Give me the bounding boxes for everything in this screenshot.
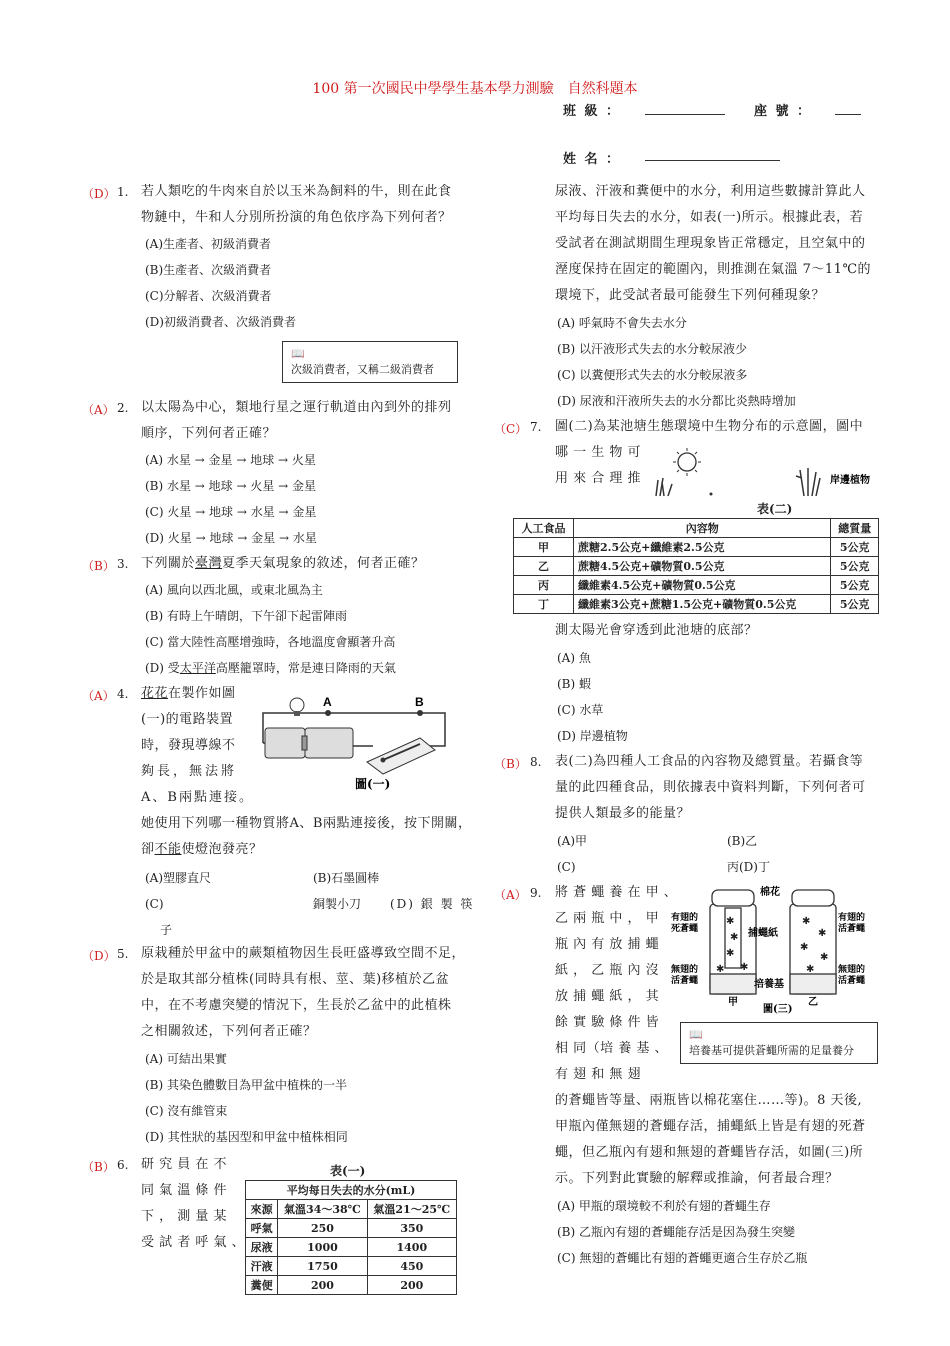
left-label-4: 活蒼蠅 — [671, 976, 699, 986]
q4-number: 4. — [117, 687, 129, 701]
table1-header: 氣溫34～38℃ — [278, 1200, 367, 1219]
q4-option-d-tail: 子 — [160, 923, 173, 937]
q4-answer: （A） — [82, 689, 115, 703]
q6-cont-4: 溼度保持在固定的範圍內，則推測在氣溫 7～11℃的 — [555, 262, 871, 277]
table-row — [246, 1238, 457, 1257]
q6-cont-1: 尿液、汗液和糞便中的水分，利用這些數據計算此人 — [555, 184, 866, 199]
q6-stem-2: 同 氣 溫 條 件 — [141, 1183, 228, 1198]
table-cell: 200 — [367, 1276, 456, 1295]
q8-option-cd: 丙(D)丁 — [727, 860, 770, 874]
q6-option-b: (B) 以汗液形式失去的水分較尿液少 — [557, 342, 747, 356]
q9-cont-2: 甲瓶內僅無翅的蒼蠅存活，捕蠅紙上皆是有翅的死蒼 — [555, 1119, 866, 1134]
q5-stem-2: 於是取其部分植株(同時具有根、莖、葉)移植於乙盆 — [141, 972, 450, 987]
q3-option-d — [145, 655, 396, 681]
table2-header: 人工食品 — [514, 519, 574, 538]
q8-stem-3: 提供人類最多的能量？ — [555, 806, 691, 821]
q4-person-name: 花花 — [141, 686, 169, 701]
q7-stem-2: 哪 一 生 物 可 — [555, 445, 642, 460]
table-cell: 尿液 — [246, 1238, 278, 1257]
q8-option-b: (B)乙 — [727, 834, 758, 848]
q7-option-c: (C) 水草 — [557, 703, 604, 717]
q4-option-c: (C) — [145, 897, 164, 911]
q1-number: 1. — [117, 185, 129, 199]
left-label-2: 死蒼蠅 — [671, 924, 699, 934]
svg-text:✱: ✱ — [740, 962, 749, 973]
q5-stem-1: 原栽種於甲盆中的蕨類植物因生長旺盛導致空間不足， — [141, 946, 466, 961]
q4-stem-3: 時，發現導線不 — [141, 738, 236, 753]
right-label-1: 有翅的 — [838, 913, 866, 923]
q9-stem-7: 相 同（培 養 基 、 — [555, 1041, 669, 1056]
table-cell: 5公克 — [831, 557, 879, 576]
table-cell: 200 — [278, 1276, 367, 1295]
svg-text:✱: ✱ — [800, 942, 809, 953]
q3-stem-pre: 下列關於 — [141, 556, 196, 571]
q9-note — [680, 1022, 878, 1064]
q5-option-d: (D) 其性狀的基因型和甲盆中植株相同 — [145, 1130, 348, 1144]
q1-option-d: (D)初級消費者、次級消費者 — [145, 315, 296, 329]
q3-stem — [141, 551, 425, 577]
q8-answer: （B） — [494, 757, 527, 771]
q6-number: 6. — [117, 1158, 129, 1172]
q4-stem-7 — [141, 837, 263, 863]
table-cell: 糞便 — [246, 1276, 278, 1295]
q7-option-a: (A) 魚 — [557, 651, 591, 665]
q1-note — [282, 341, 458, 383]
table-cell: 1000 — [278, 1238, 367, 1257]
q7-number: 7. — [530, 420, 542, 434]
table-row — [246, 1257, 457, 1276]
table2-header: 內容物 — [574, 519, 831, 538]
q4-stem-1-text: 在製作如圖 — [168, 686, 236, 701]
table-cell: 5公克 — [831, 576, 879, 595]
q3-option-d-pre: (D) 受 — [145, 661, 180, 675]
q4-stem-2: (一)的電路裝置 — [141, 712, 234, 727]
point-b-label: B — [415, 695, 424, 709]
q1-option-a: (A)生產者、初級消費者 — [145, 237, 272, 251]
q9-number: 9. — [530, 886, 542, 900]
q8-option-a: (A)甲 — [557, 834, 588, 848]
q9-stem-3: 瓶 內 有 放 捕 蠅 — [555, 937, 660, 952]
table-row — [246, 1219, 457, 1238]
q3-stem-place: 臺灣 — [195, 556, 223, 571]
table-row — [246, 1276, 457, 1295]
table2-caption: 表(二) — [757, 502, 793, 516]
q3-answer: （B） — [82, 559, 115, 573]
q7-stem-1: 圖(二)為某池塘生態環境中生物分布的示意圖，圖中 — [555, 419, 864, 434]
svg-text:✱: ✱ — [802, 916, 811, 927]
table-cell: 5公克 — [831, 595, 879, 614]
dot-marker — [710, 493, 713, 496]
q6-cont-3: 受試者在測試期間生理現象皆正常穩定，且空氣中的 — [555, 236, 866, 251]
right-label-3: 無翅的 — [838, 965, 866, 975]
jar-yi-label: 乙 — [808, 997, 818, 1008]
q4-option-a: (A)塑膠直尺 — [145, 871, 212, 885]
q9-cont-1: 的蒼蠅皆等量、兩瓶皆以棉花塞住……等)。8 天後, — [555, 1093, 863, 1108]
q2-answer: （A） — [82, 403, 115, 417]
table-cell: 450 — [367, 1257, 456, 1276]
left-label-1: 有翅的 — [671, 913, 699, 923]
q5-number: 5. — [117, 947, 129, 961]
q6-option-a: (A) 呼氣時不會失去水分 — [557, 316, 687, 330]
q9-option-a: (A) 甲瓶的環境較不利於有翅的蒼蠅生存 — [557, 1199, 771, 1213]
switch-icon — [367, 738, 435, 774]
svg-text:✱: ✱ — [806, 964, 815, 975]
table-cell: 呼氣 — [246, 1219, 278, 1238]
svg-text:✱: ✱ — [716, 964, 725, 975]
q9-option-b: (B) 乙瓶內有翅的蒼蠅能存活是因為發生突變 — [557, 1225, 795, 1239]
q7-stem-3: 用 來 合 理 推 — [555, 471, 642, 486]
q4-stem-5: A、B兩點連接。 — [141, 790, 254, 805]
q6-option-d: (D) 尿液和汗液所失去的水分都比炎熱時增加 — [557, 394, 796, 408]
table1 — [245, 1180, 457, 1295]
table-row — [514, 595, 879, 614]
q7-option-d: (D) 岸邊植物 — [557, 729, 628, 743]
q8-option-c: (C) — [557, 860, 576, 874]
table1-title: 平均每日失去的水分(mL) — [246, 1181, 457, 1200]
name-label: 姓 名 ： — [563, 152, 622, 167]
q1-option-c: (C)分解者、次級消費者 — [145, 289, 272, 303]
q4-stem-1 — [141, 681, 236, 707]
q3-option-d-post: 高壓籠罩時，常是連日降雨的天氣 — [215, 661, 396, 675]
q9-note-text: 培養基可提供蒼蠅所需的足量養分 — [689, 1044, 854, 1057]
q1-note-text: 次級消費者，又稱二級消費者 — [291, 363, 434, 376]
table2 — [513, 518, 879, 614]
cotton-label: 棉花 — [760, 887, 780, 898]
table-cell: 1750 — [278, 1257, 367, 1276]
svg-text:✱: ✱ — [820, 952, 829, 963]
q9-cont-3: 蠅，但乙瓶內有翅和無翅的蒼蠅皆存活，如圖(三)所 — [555, 1145, 864, 1160]
q9-stem-1: 將 蒼 蠅 養 在 甲 、 — [555, 885, 678, 900]
book-icon: 📖 — [689, 1028, 703, 1041]
q8-stem-1: 表(二)為四種人工食品的內容物及總質量。若攝食等 — [555, 754, 864, 769]
q2-option-b: (B) 水星 → 地球 → 火星 → 金星 — [145, 479, 317, 493]
table-cell: 丁 — [514, 595, 574, 614]
table-cell: 蔗糖4.5公克+礦物質0.5公克 — [574, 557, 831, 576]
table-row — [514, 576, 879, 595]
jar-jia-label: 甲 — [728, 997, 738, 1008]
sun-icon — [673, 448, 701, 476]
q5-option-a: (A) 可結出果實 — [145, 1052, 227, 1066]
q3-option-a: (A) 風向以西北風，或東北風為主 — [145, 583, 323, 597]
fly-figure-label: 圖(三) — [763, 1004, 793, 1015]
seat-field[interactable] — [835, 114, 861, 115]
class-field[interactable] — [645, 114, 725, 115]
page-title: 100 第一次國民中學學生基本學力測驗 自然科題本 — [312, 81, 638, 97]
q5-option-b: (B) 其染色體數目為甲盆中植株的一半 — [145, 1078, 347, 1092]
q2-option-a: (A) 水星 → 金星 → 地球 → 火星 — [145, 453, 316, 467]
q9-stem-5: 放 捕 蠅 紙 ， 其 — [555, 989, 660, 1004]
q6-stem-4: 受 試 者 呼 氣 、 — [141, 1235, 246, 1250]
q9-stem-4: 紙 ， 乙 瓶 內 沒 — [555, 963, 660, 978]
q3-option-c: (C) 當大陸性高壓增強時，各地溫度會顯著升高 — [145, 635, 396, 649]
q5-option-c: (C) 沒有維管束 — [145, 1104, 228, 1118]
table-cell: 1400 — [367, 1238, 456, 1257]
table-cell: 乙 — [514, 557, 574, 576]
seat-label: 座 號 ： — [754, 104, 813, 119]
q3-number: 3. — [117, 557, 129, 571]
table-cell: 5公克 — [831, 538, 879, 557]
q6-stem-3: 下 ， 測 量 某 — [141, 1209, 228, 1224]
name-field[interactable] — [645, 160, 780, 161]
table2-header: 總質量 — [831, 519, 879, 538]
table1-caption: 表(一) — [330, 1164, 366, 1178]
table-row — [514, 557, 879, 576]
q9-stem-2: 乙 兩 瓶 中 ， 甲 — [555, 911, 660, 926]
pond-figure — [650, 448, 880, 500]
q5-stem-3: 中，在不考慮突變的情況下，生長於乙盆中的此植株 — [141, 998, 452, 1013]
table-cell: 纖維素3公克+蔗糖1.5公克+礦物質0.5公克 — [574, 595, 831, 614]
q6-answer: （B） — [82, 1160, 115, 1174]
q4-stem-7b: 不能 — [154, 842, 182, 857]
q9-stem-6: 餘 實 驗 條 件 皆 — [555, 1015, 660, 1030]
q1-stem-1: 若人類吃的牛肉來自於以玉米為飼料的牛，則在此食 — [141, 184, 452, 199]
table1-header: 來源 — [246, 1200, 278, 1219]
medium-label: 培養基 — [754, 979, 784, 990]
point-a — [325, 710, 331, 716]
table-cell: 350 — [367, 1219, 456, 1238]
q4-stem-6: 她使用下列哪一種物質將A、B兩點連接後，按下開關， — [141, 816, 472, 831]
fly-jars-figure — [668, 884, 880, 1016]
q1-stem-2: 物鏈中，牛和人分別所扮演的角色依序為下列何者？ — [141, 210, 452, 225]
q4-option-c-text: 銅製小刀 — [313, 897, 362, 911]
q3-option-d-place: 太平洋 — [179, 661, 216, 675]
q8-number: 8. — [530, 755, 542, 769]
point-b — [417, 710, 423, 716]
q2-stem-2: 順序，下列何者正確？ — [141, 426, 277, 441]
circuit-figure-label: 圖(一) — [355, 777, 391, 791]
table-row — [514, 538, 879, 557]
q2-stem-1: 以太陽為中心，類地行星之運行軌道由內到外的排列 — [141, 400, 452, 415]
battery-icon — [265, 728, 353, 758]
q4-stem-7a: 卻 — [141, 842, 155, 857]
q9-option-c: (C) 無翅的蒼蠅比有翅的蒼蠅更適合生存於乙瓶 — [557, 1251, 808, 1265]
table-cell: 丙 — [514, 576, 574, 595]
table-cell: 250 — [278, 1219, 367, 1238]
q9-answer: （A） — [494, 888, 527, 902]
q1-answer: （D） — [82, 187, 116, 201]
q2-option-d: (D) 火星 → 地球 → 金星 → 水星 — [145, 531, 317, 545]
circuit-figure — [255, 688, 465, 793]
fly-paper-label: 捕蠅紙 — [748, 928, 778, 939]
q4-option-d: (D) 銀 製 筷 — [390, 897, 475, 911]
q4-stem-7c: 使燈泡發亮？ — [181, 842, 263, 857]
point-a-label: A — [323, 695, 332, 709]
table-cell: 蔗糖2.5公克+纖維素2.5公克 — [574, 538, 831, 557]
svg-text:✱: ✱ — [730, 932, 739, 943]
right-label-4: 活蒼蠅 — [838, 976, 866, 986]
svg-text:✱: ✱ — [818, 928, 827, 939]
q5-answer: （D） — [82, 949, 116, 963]
right-label-2: 活蒼蠅 — [838, 924, 866, 934]
q4-stem-4: 夠長，無法將 — [141, 764, 238, 779]
shore-plant-label: 岸邊植物 — [830, 475, 870, 486]
q3-option-b: (B) 有時上午晴朗，下午卻下起雷陣雨 — [145, 609, 347, 623]
q3-stem-post: 夏季天氣現象的敘述，何者正確？ — [222, 556, 425, 571]
q8-stem-2: 量的此四種食品，則依據表中資料判斷，下列何者可 — [555, 780, 866, 795]
table-cell: 甲 — [514, 538, 574, 557]
q2-number: 2. — [117, 401, 129, 415]
q7-stem-4: 測太陽光會穿透到此池塘的底部？ — [555, 623, 758, 638]
q7-answer: （C） — [494, 422, 528, 436]
table1-header: 氣溫21～25℃ — [367, 1200, 456, 1219]
table-cell: 汗液 — [246, 1257, 278, 1276]
jar-yi — [790, 890, 836, 994]
q5-stem-4: 之相關敘述，下列何者正確？ — [141, 1024, 317, 1039]
q6-stem-1: 研 究 員 在 不 — [141, 1157, 228, 1172]
plant-icon — [656, 468, 820, 496]
svg-text:✱: ✱ — [726, 948, 735, 959]
q4-option-b: (B)石墨圓棒 — [313, 871, 380, 885]
q7-option-b: (B) 蝦 — [557, 677, 591, 691]
q2-option-c: (C) 火星 → 地球 → 水星 → 金星 — [145, 505, 317, 519]
q6-cont-2: 平均每日失去的水分，如表(一)所示。根據此表，若 — [555, 210, 864, 225]
table-cell: 纖維素4.5公克+礦物質0.5公克 — [574, 576, 831, 595]
q9-cont-4: 示。下列對此實驗的解釋或推論，何者最合理？ — [555, 1171, 839, 1186]
book-icon: 📖 — [291, 347, 305, 360]
class-label: 班 級 ： — [563, 104, 622, 119]
q6-option-c: (C) 以糞便形式失去的水分較尿液多 — [557, 368, 748, 382]
q1-option-b: (B)生產者、次級消費者 — [145, 263, 272, 277]
left-label-3: 無翅的 — [671, 965, 699, 975]
q6-cont-5: 環境下，此受試者最可能發生下列何種現象？ — [555, 288, 826, 303]
svg-text:✱: ✱ — [726, 916, 735, 927]
q9-stem-8: 有 翅 和 無 翅 — [555, 1067, 642, 1082]
